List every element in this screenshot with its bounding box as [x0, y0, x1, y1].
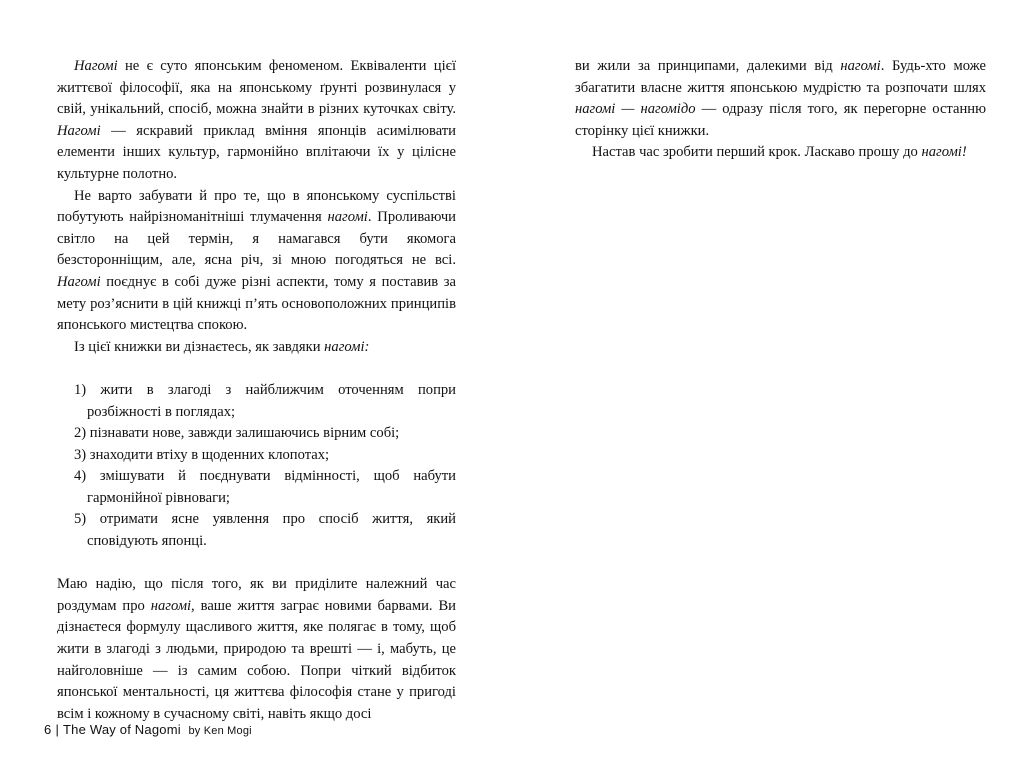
italic-term: Нагомі [74, 58, 118, 74]
text-run: ваше життя заграє новими барвами. Ви дізнаєтеся формулу щасливого життя, яке полягає в тому, щоб жити в злагоді з людьми, природою та врешті — і, мабуть, це найголовніше — із самим собою. Попри чіткий відбиток японської ментальності, ця життєва філософія стане у пригоді всім і кожному в сучасному світі, навіть якщо досі [57, 597, 456, 722]
paragraph [57, 574, 456, 725]
text-run: не є суто японським феноменом. Еквіваленти цієї життєвої філософії, яка на японському ґрунті розвинулася у свій, унікальний, спосіб, можна знайти в різних куточках світу. [57, 58, 456, 118]
italic-term: Нагомі [57, 122, 101, 139]
paragraph [575, 56, 986, 142]
paragraph [57, 56, 456, 186]
list-item: 2) пізнавати нове, завжди залишаючись вірним собі; [74, 425, 400, 442]
left-page-text [57, 56, 456, 725]
text-run: Із цієї книжки ви дізнаєтесь, як завдяки [74, 338, 325, 355]
spacer [57, 553, 456, 575]
list-item: 1) жити в злагоді з найближчим оточенням попри розбіжності в поглядах; [74, 381, 456, 420]
text-run: . Проливаючи світло на цей термін, я намагався бути якомога безсторонніщим, але, ясна річ, зі мною погодяться не всі. [57, 209, 456, 269]
italic-term: нагомі [327, 209, 368, 226]
text-run: Маю надію, що після того, як ви приділите належний час роздумам про [57, 576, 456, 614]
page-number: 6 [44, 722, 52, 737]
spacer [57, 358, 456, 380]
italic-term: нагомі — нагомідо [575, 101, 696, 118]
list-item: 5) отримати ясне уявлення про спосіб життя, який сповідують японці. [74, 511, 456, 550]
text-run: Настав час зробити перший крок. Ласкаво прошу до [592, 144, 922, 161]
paragraph [57, 186, 456, 337]
text-run: Не варто забувати й про те, що в японському суспільстві побутують найрізноманітніші тлумачення [57, 187, 456, 226]
italic-term: нагомі! [921, 144, 967, 161]
text-run: — одразу після того, як перегорне останню сторінку цієї книжки. [575, 101, 986, 139]
author: by Ken Mogi [188, 725, 252, 737]
list-item: 4) змішувати й поєднувати відмінності, щоб набути гармонійної рівноваги; [74, 468, 456, 506]
benefits-list [57, 380, 456, 553]
right-page-text [575, 56, 986, 164]
list-item: 3) знаходити втіху в щоденних клопотах; [74, 446, 330, 463]
page-footer [44, 722, 252, 737]
italic-term: нагомі [840, 58, 881, 74]
text-run: — яскравий приклад вміння японців асимілювати елементи інших культур, гармонійно вплітаючи їх у цілісне культурне полотно. [57, 122, 456, 182]
book-title: The Way of Nagomi [63, 722, 181, 737]
text-run: поєднує в собі дуже різні аспекти, тому я поставив за мету роз’яснити в цій книжці п’ять основоположних принципів японського мистецтва спокою. [57, 273, 456, 334]
right-page [513, 0, 1026, 771]
paragraph [575, 142, 986, 164]
text-run: . Будь-хто може збагатити власне життя японською мудрістю та розпочати шлях [575, 58, 986, 96]
italic-term: нагомі, [150, 597, 195, 614]
italic-term: Нагомі [57, 273, 101, 290]
italic-term: нагомі: [324, 338, 370, 355]
footer-separator: | [55, 722, 60, 737]
text-run: ви жили за принципами, далекими від [575, 58, 841, 74]
paragraph [57, 337, 456, 359]
